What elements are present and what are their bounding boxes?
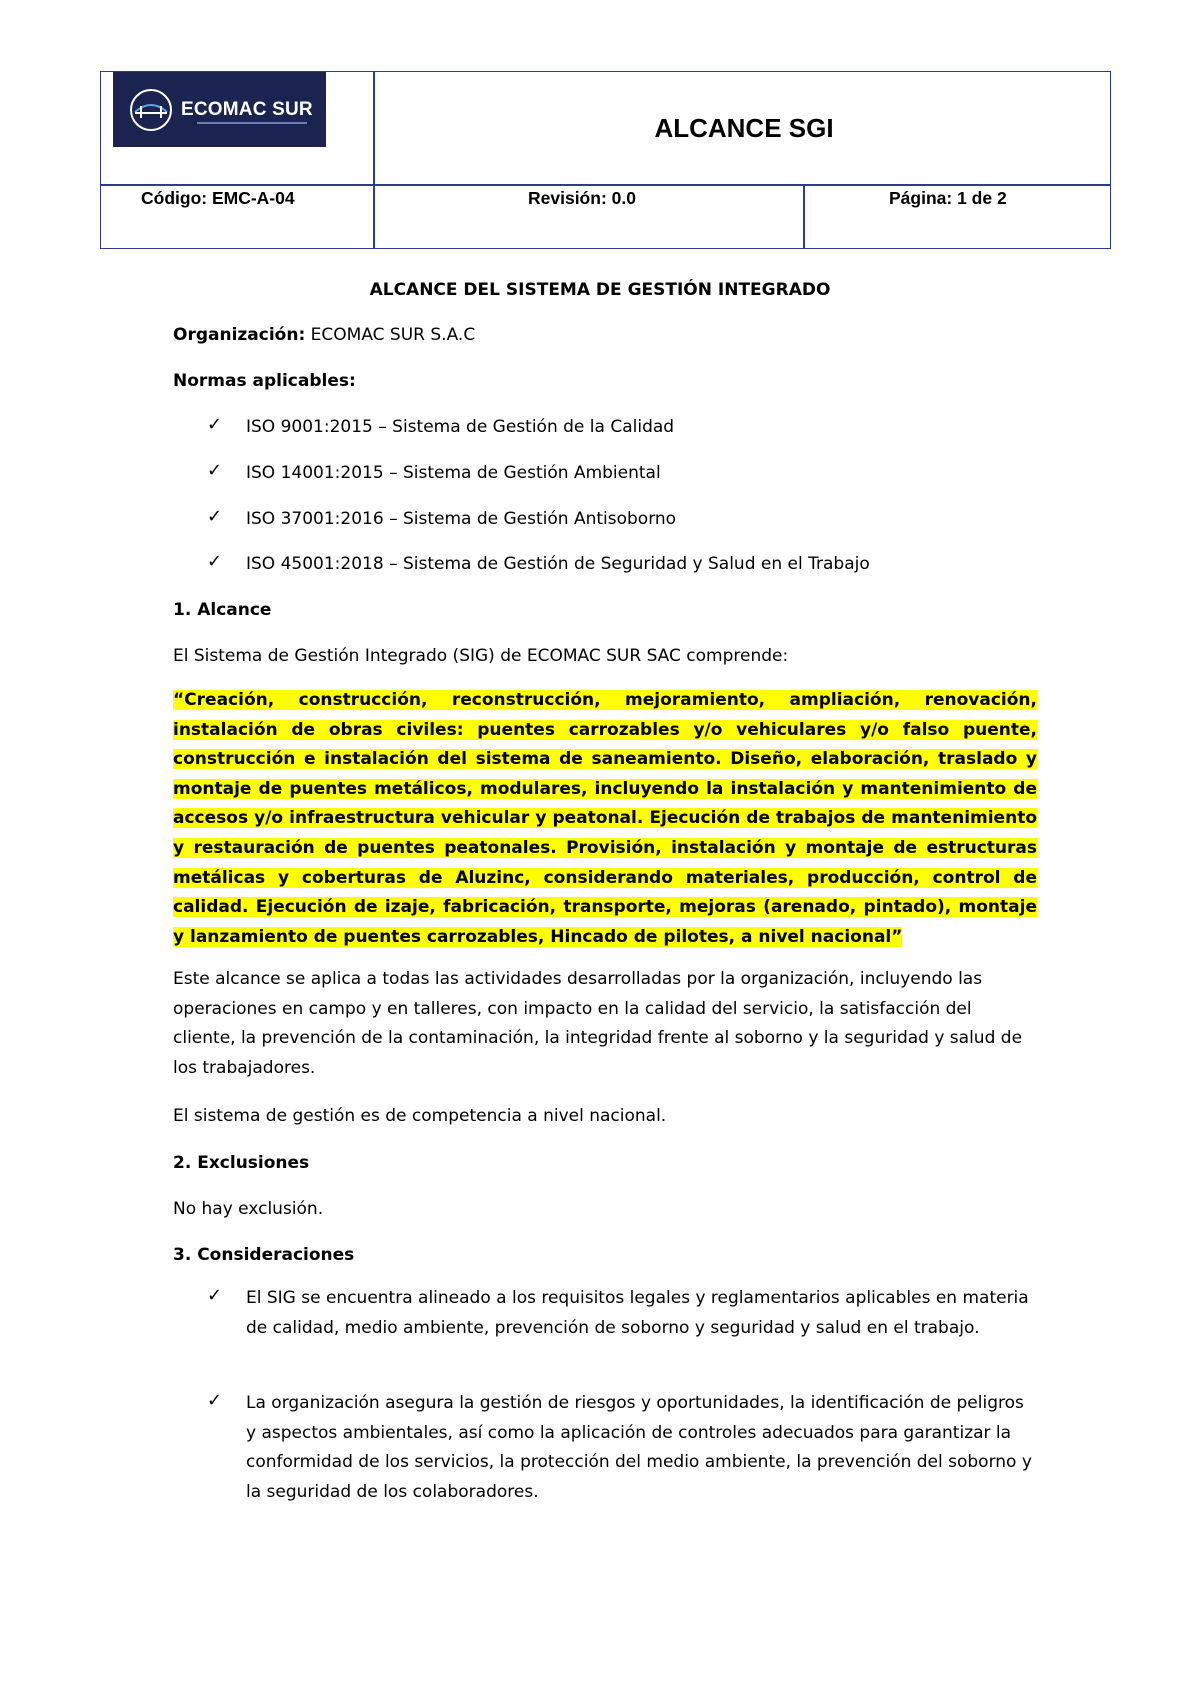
header-divider — [101, 184, 1110, 186]
check-icon: ✓ — [207, 506, 223, 527]
page-indicator: Página: 1 de 2 — [889, 188, 1007, 208]
document-code: Código: EMC-A-04 — [141, 188, 295, 208]
header-divider — [803, 184, 805, 248]
competence-text: El sistema de gestión es de competencia a nivel nacional. — [173, 1106, 667, 1126]
norm-item: ISO 37001:2016 – Sistema de Gestión Antisoborno — [246, 509, 677, 529]
header-title: ALCANCE SGI — [654, 112, 834, 143]
scope-highlight — [173, 686, 1037, 952]
scope-intro: El Sistema de Gestión Integrado (SIG) de ECOMAC SUR SAC comprende: — [173, 646, 789, 666]
section-heading-consideraciones: 3. Consideraciones — [173, 1245, 355, 1265]
header-divider — [373, 72, 375, 248]
norms-heading: Normas aplicables: — [173, 371, 356, 391]
organization-label: Organización: — [173, 325, 306, 345]
check-icon: ✓ — [207, 1390, 223, 1411]
organization-line — [173, 325, 475, 345]
consideration-item: La organización asegura la gestión de riesgos y oportunidades, la identificación de peligros y aspectos ambientales, así como la aplicación de controles adecuados para garantizar la conformidad de los servicios, la protección del medio ambiente, la prevención del soborno y la seguridad de los colaboradores. — [246, 1393, 1032, 1502]
norm-item: ISO 45001:2018 – Sistema de Gestión de Seguridad y Salud en el Trabajo — [246, 554, 870, 574]
section-heading-exclusiones: 2. Exclusiones — [173, 1153, 310, 1173]
norm-item: ISO 9001:2015 – Sistema de Gestión de la Calidad — [246, 417, 675, 437]
scope-paragraph: Este alcance se aplica a todas las actividades desarrolladas por la organización, incluyendo las operaciones en campo y en talleres, con impacto en la calidad del servicio, la satisfacción del cliente, la prevención de la contaminación, la integridad frente al soborno y la seguridad y salud de los trabajadores. — [173, 969, 1023, 1078]
bridge-logo-icon — [129, 88, 173, 132]
company-logo — [113, 72, 326, 147]
check-icon: ✓ — [207, 1285, 223, 1306]
check-icon: ✓ — [207, 414, 223, 435]
norm-item: ISO 14001:2015 – Sistema de Gestión Ambiental — [246, 463, 661, 483]
check-icon: ✓ — [207, 551, 223, 572]
document-header-table — [100, 71, 1111, 249]
section-heading-alcance: 1. Alcance — [173, 600, 272, 620]
organization-value: ECOMAC SUR S.A.C — [305, 325, 476, 345]
scope-highlight-text: “Creación, construcción, reconstrucción, mejoramiento, ampliación, renovación, instalación de obras civiles: puentes carrozables y/o vehiculares y/o falso puente, construcción e instalación del sistema de saneamiento. Diseño, elaboración, traslado y montaje de puentes metálicos, modulares, incluyendo la instalación y mantenimiento de accesos y/o infraestructura vehicular y peatonal. Ejecución de trabajos de mantenimiento y restauración de puentes peatonales. Provisión, instalación y montaje de estructuras metálicas y coberturas de Aluzinc, considerando materiales, producción, control de calidad. Ejecución de izaje, fabricación, transporte, mejoras (arenado, pintado), montaje y lanzamiento de puentes carrozables, Hincado de pilotes, a nivel nacional” — [173, 690, 1037, 947]
check-icon: ✓ — [207, 460, 223, 481]
logo-tagline-line — [197, 122, 307, 124]
consideration-item: El SIG se encuentra alineado a los requisitos legales y reglamentarios aplicables en materia de calidad, medio ambiente, prevención de soborno y seguridad y salud en el trabajo. — [246, 1288, 1029, 1338]
document-revision: Revisión: 0.0 — [528, 188, 636, 208]
document-title: ALCANCE DEL SISTEMA DE GESTIÓN INTEGRADO — [369, 280, 831, 300]
exclusions-text: No hay exclusión. — [173, 1199, 324, 1219]
logo-text: ECOMAC SUR — [181, 98, 313, 120]
